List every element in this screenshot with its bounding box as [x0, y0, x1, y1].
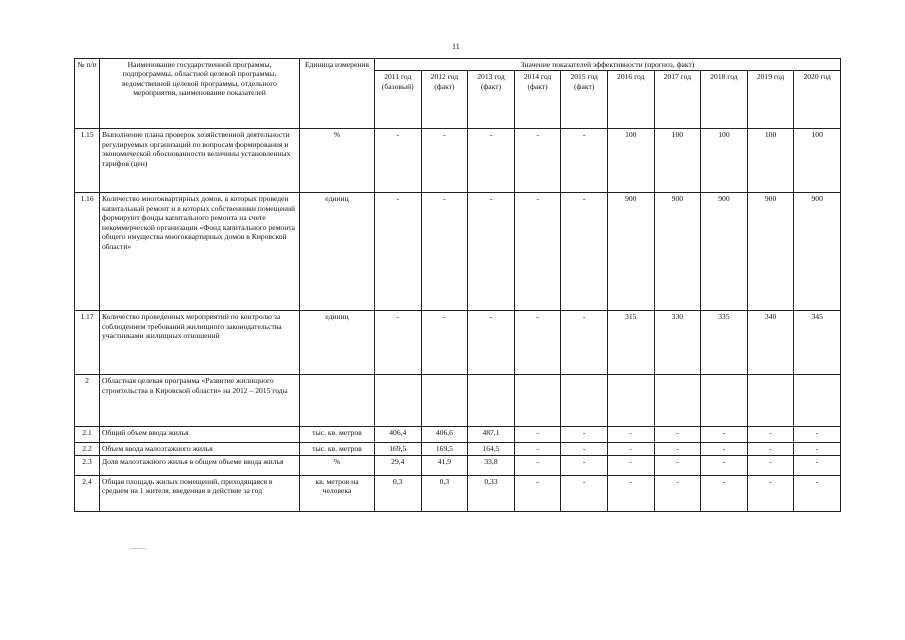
row-value: 100	[747, 129, 794, 193]
row-value: -	[375, 311, 422, 375]
row-value: 900	[607, 193, 654, 311]
row-value: -	[701, 455, 748, 475]
row-value	[514, 375, 561, 427]
table-row	[75, 455, 841, 475]
row-value: 406,6	[421, 427, 468, 443]
row-name: Общий объем ввода жилья	[100, 427, 300, 443]
row-value: 345	[794, 311, 841, 375]
header-year	[468, 71, 515, 129]
row-value: 335	[701, 311, 748, 375]
header-year-label: 2017 год	[663, 72, 692, 82]
row-value: -	[654, 455, 701, 475]
row-unit: тыс. кв. метров	[300, 427, 375, 443]
row-value: -	[701, 475, 748, 511]
row-value: -	[607, 455, 654, 475]
header-year-label: 2012 год	[430, 72, 459, 82]
header-year	[701, 71, 748, 129]
header-year	[561, 71, 608, 129]
row-value: -	[421, 129, 468, 193]
row-number: 2.2	[75, 443, 100, 455]
row-value: -	[654, 475, 701, 511]
header-year-label: 2014 год	[523, 72, 552, 82]
indicators-table	[74, 58, 841, 512]
row-value	[747, 375, 794, 427]
row-value: -	[514, 129, 561, 193]
row-value: 169,5	[421, 443, 468, 455]
row-value: -	[561, 443, 608, 455]
row-value: -	[468, 129, 515, 193]
row-value	[561, 375, 608, 427]
header-year-note: (факт)	[480, 81, 502, 91]
row-value: -	[747, 427, 794, 443]
row-value: -	[561, 193, 608, 311]
row-name: Количество проведенных мероприятий по контролю за соблюдением требований жилищного законодательства участниками жилищных отношений	[100, 311, 300, 375]
row-value: -	[654, 427, 701, 443]
header-year-note: (факт)	[527, 81, 548, 91]
header-year-label: 2018 год	[710, 72, 738, 82]
row-name: Доля малоэтажного жилья в общем объеме ввода жилья	[100, 455, 300, 475]
row-number: 2	[75, 375, 100, 427]
table-row	[75, 475, 841, 511]
row-value: 0,3	[421, 475, 468, 511]
row-value	[701, 375, 748, 427]
header-year-label: 2019 год	[756, 72, 785, 82]
row-value: -	[421, 193, 468, 311]
row-value: -	[561, 129, 608, 193]
row-value: 100	[607, 129, 654, 193]
row-value: -	[514, 427, 561, 443]
row-name: Выполнение плана проверок хозяйственной деятельности регулируемых организаций по вопросам формирования и экономической обоснованности величины установленных тарифов (цен)	[100, 129, 300, 193]
row-name: Общая площадь жилых помещений, приходящаяся в среднем на 1 жителя, введенная в действие за год	[100, 475, 300, 511]
row-value: 169,5	[375, 443, 422, 455]
row-value: -	[747, 475, 794, 511]
row-number: 2.3	[75, 455, 100, 475]
header-year-note: (факт)	[434, 81, 455, 91]
row-value: -	[514, 443, 561, 455]
row-value	[421, 375, 468, 427]
row-value: 33,8	[468, 455, 515, 475]
header-year	[654, 71, 701, 129]
header-unit: Единица измерения	[300, 59, 375, 129]
header-year-note: (факт)	[574, 81, 595, 91]
header-year-label: 2011 год	[384, 72, 412, 82]
table-row	[75, 443, 841, 455]
header-year-note: (базовый)	[381, 81, 414, 91]
row-value: -	[514, 193, 561, 311]
row-value: -	[561, 427, 608, 443]
row-value: 900	[747, 193, 794, 311]
row-number: 1.16	[75, 193, 100, 311]
header-year	[747, 71, 794, 129]
row-value: -	[607, 427, 654, 443]
row-value: -	[701, 443, 748, 455]
header-values-group: Значение показателей эффективности (прогноз, факт)	[375, 59, 841, 71]
page-number: 11	[452, 42, 460, 51]
row-value	[468, 375, 515, 427]
row-value: 900	[701, 193, 748, 311]
header-year-label: 2013 год	[477, 72, 505, 82]
row-value: -	[561, 311, 608, 375]
row-value: -	[794, 455, 841, 475]
row-value: 487,1	[468, 427, 515, 443]
row-value: -	[561, 475, 608, 511]
header-year	[607, 71, 654, 129]
header-year-label: 2015 год	[570, 72, 598, 82]
row-number: 1.17	[75, 311, 100, 375]
row-unit: %	[300, 129, 375, 193]
header-year	[794, 71, 841, 129]
header-year	[375, 71, 422, 129]
row-value: -	[468, 311, 515, 375]
table-row	[75, 311, 841, 375]
row-value: -	[794, 475, 841, 511]
row-value: 340	[747, 311, 794, 375]
row-value	[794, 375, 841, 427]
row-value	[375, 375, 422, 427]
header-year-label: 2016 год	[617, 72, 645, 82]
row-name: Объем ввода малоэтажного жилья	[100, 443, 300, 455]
row-value: 0,3	[375, 475, 422, 511]
row-value: 315	[607, 311, 654, 375]
row-name: Областная целевая программа «Развитие жилищного строительства в Кировской области» на 2012 – 2015 годы	[100, 375, 300, 427]
row-value: -	[468, 193, 515, 311]
row-name: Количество многоквартирных домов, в которых проведен капитальный ремонт и в которых собственники помещений формируют фонды капитального ремонта на счете некоммерческой организации «Фонд капитального ремонта общего имущества многоквартирных домов в Кировской области»	[100, 193, 300, 311]
row-value: 0,33	[468, 475, 515, 511]
table-row	[75, 129, 841, 193]
header-num: № п/п	[75, 59, 100, 129]
row-value: -	[607, 443, 654, 455]
header-name: Наименование государственной программы, подпрограммы, областной целевой программы, ведомственной целевой программы, отдельного мероприятия, наименование показателей	[100, 59, 300, 129]
row-unit: единиц	[300, 193, 375, 311]
header-year	[514, 71, 561, 129]
row-value: -	[747, 455, 794, 475]
row-value: -	[561, 455, 608, 475]
table-row	[75, 193, 841, 311]
row-number: 2.4	[75, 475, 100, 511]
row-value: -	[421, 311, 468, 375]
row-value: -	[375, 193, 422, 311]
row-value: 406,4	[375, 427, 422, 443]
row-value: 164,5	[468, 443, 515, 455]
row-value: 29,4	[375, 455, 422, 475]
row-value: -	[701, 427, 748, 443]
header-year	[421, 71, 468, 129]
row-value: -	[607, 475, 654, 511]
row-value: -	[514, 475, 561, 511]
row-value: -	[747, 443, 794, 455]
header-year-label: 2020 год	[803, 72, 831, 82]
row-value: -	[514, 311, 561, 375]
row-value: -	[794, 427, 841, 443]
row-unit: единиц	[300, 311, 375, 375]
row-unit: %	[300, 455, 375, 475]
row-unit	[300, 375, 375, 427]
row-number: 1.15	[75, 129, 100, 193]
table-row	[75, 427, 841, 443]
row-value: -	[514, 455, 561, 475]
table-row	[75, 375, 841, 427]
row-unit: кв. метров на человека	[300, 475, 375, 511]
row-value: -	[794, 443, 841, 455]
row-number: 2.1	[75, 427, 100, 443]
row-value: -	[654, 443, 701, 455]
row-value: 100	[701, 129, 748, 193]
row-value: 100	[654, 129, 701, 193]
row-value: 330	[654, 311, 701, 375]
row-value: 900	[794, 193, 841, 311]
row-value: -	[375, 129, 422, 193]
row-value	[607, 375, 654, 427]
row-value: 900	[654, 193, 701, 311]
row-value: 100	[794, 129, 841, 193]
row-value	[654, 375, 701, 427]
row-unit: тыс. кв. метров	[300, 443, 375, 455]
scan-mark	[130, 548, 146, 549]
row-value: 41,9	[421, 455, 468, 475]
